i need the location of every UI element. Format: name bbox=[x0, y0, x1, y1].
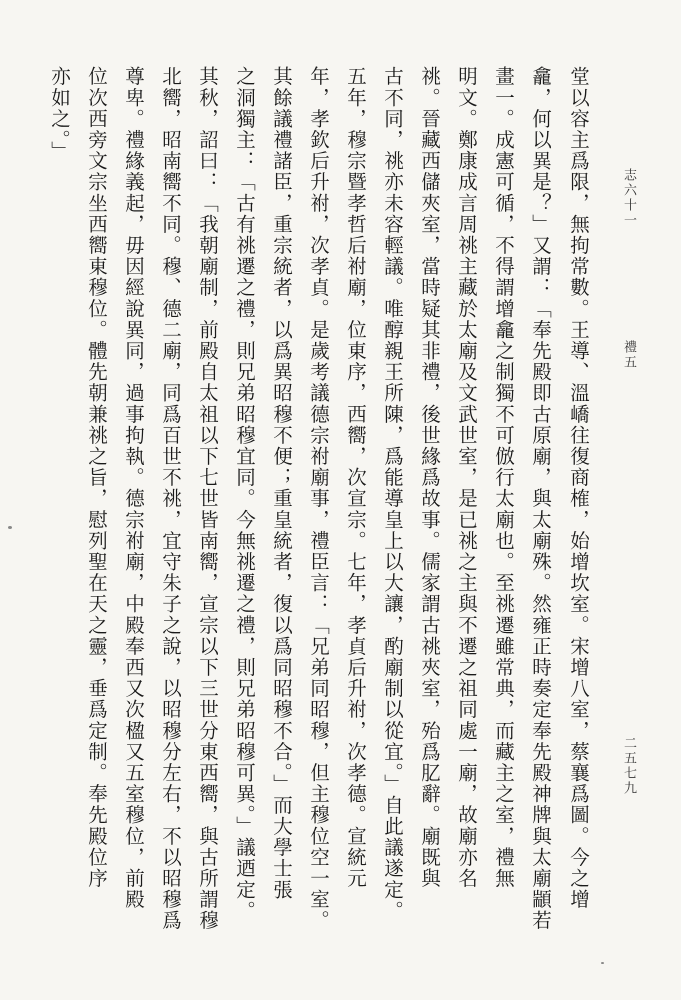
text-column: 堂以容主爲限，無拘常數。王導、溫嶠往復商榷，始增坎室。宋增八室，蔡襄爲圖。今之增 bbox=[567, 66, 590, 910]
text-column: 位次西旁文宗坐西嚮東穆位。體先朝兼祧之旨，慰列聖在天之靈，垂爲定制。奉先殿位序 bbox=[85, 66, 108, 889]
text-column: 龕，何以異是？」又謂：「奉先殿即古原廟，與太廟殊。然雍正時奏定奉先殿神牌與太廟顓若 bbox=[529, 66, 552, 932]
text-column: 明文。鄭康成言周祧主藏於太廟及文武世室，是已祧之主與不遷之祖同處一廟，故廟亦名 bbox=[455, 66, 478, 889]
text-column: 北嚮，昭南嚮不同。穆、德二廟，同爲百世不祧，宜守朱子之說，以昭穆分左右，不以昭穆爲 bbox=[159, 66, 182, 932]
running-head-section: 志六十一 bbox=[621, 168, 636, 228]
text-column: 年，孝欽后升祔，次孝貞。是歲考議德宗祔廟事，禮臣言：「兄弟同昭穆，但主穆位空一室。 bbox=[307, 66, 330, 932]
text-column: 之洞獨主：「古有祧遷之禮，則兄弟昭穆宜同。今無祧遷之禮，則兄弟昭穆可異。」議迺定。 bbox=[233, 66, 256, 922]
page-number: 二五七九 bbox=[621, 736, 636, 796]
text-column: 其餘議禮諸臣，重宗統者，以爲異昭穆不便；重皇統者，復以爲同昭穆不合。」而大學士張 bbox=[270, 66, 293, 901]
scan-speck bbox=[8, 526, 12, 529]
text-column: 尊卑。禮緣義起，毋因經說異同，過事拘執。德宗祔廟，中殿奉西又次楹又五室穆位，前殿 bbox=[122, 66, 145, 910]
text-column: 祧。晉藏西儲夾室，當時疑其非禮，後世緣爲故事。儒家謂古祧夾室，殆爲肊辭。廟既與 bbox=[418, 66, 441, 889]
text-column: 畫一。成憲可循，不得謂增龕之制獨不可倣行太廟也。至祧遷雖常典，而藏主之室，禮無 bbox=[492, 66, 515, 889]
text-column: 其秋，詔曰：「我朝廟制，前殿自太祖以下七世皆南嚮，宣宗以下三世分東西嚮，與古所謂穆 bbox=[196, 66, 219, 932]
text-column: 五年，穆宗暨孝哲后祔廟，位東序，西嚮，次宣宗。七年，孝貞后升祔，次孝德。宣統元 bbox=[344, 66, 367, 889]
scan-speck bbox=[601, 962, 604, 964]
text-column: 古不同，祧亦未容輕議。唯醇親王所陳，爲能導皇上以大讓，酌廟制以從宜。」自此議遂定。 bbox=[381, 66, 404, 922]
running-head-title: 禮五 bbox=[621, 340, 636, 370]
text-column: 亦如之。」 bbox=[48, 66, 71, 162]
